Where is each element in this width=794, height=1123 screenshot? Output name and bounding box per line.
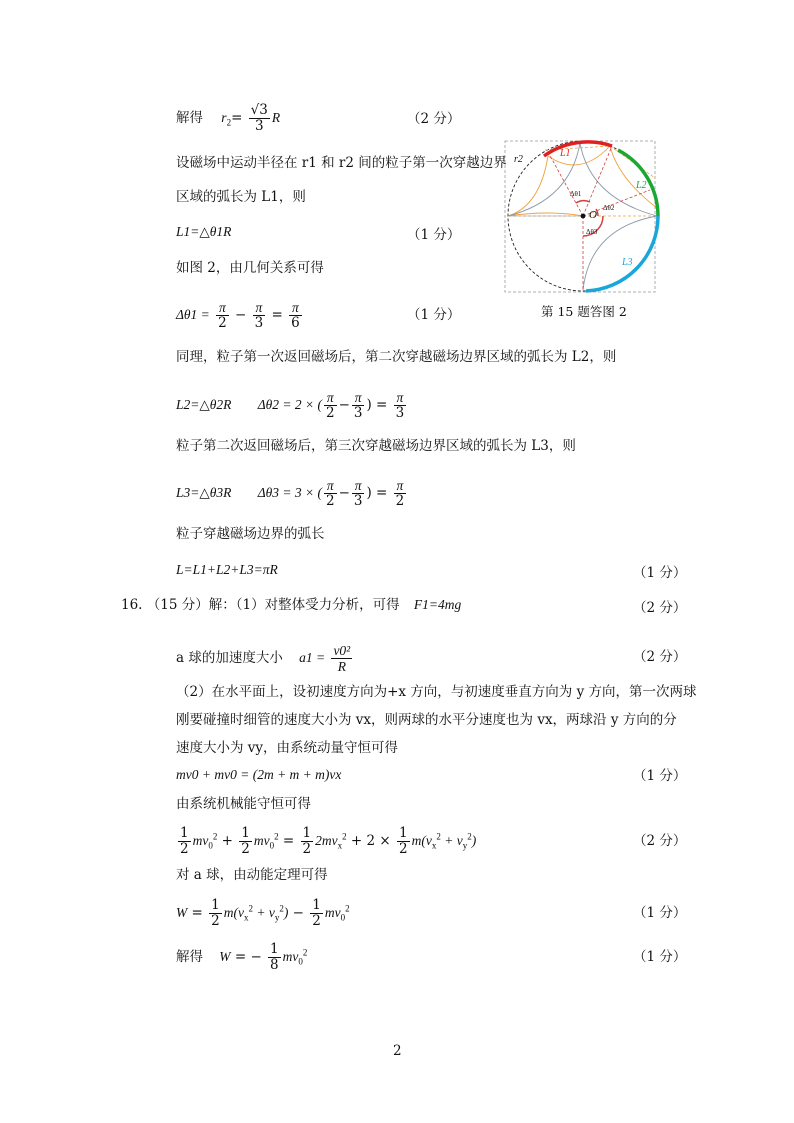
a-ball-text: 对 a 球，由动能定理可得	[176, 867, 328, 883]
equation-dtheta1	[176, 300, 304, 331]
frac-pi-3: $\frac{\pi}{3}$	[353, 478, 363, 509]
label-r2: r2	[514, 154, 523, 165]
label-dtheta1: Δθ1	[570, 190, 582, 198]
equation-L-total: L=L1+L2+L3=πR	[176, 562, 278, 577]
para2-line1: （2）在水平面上，设初速度方向为+x 方向，与初速度垂直方向为 y 方向，第一次两球	[176, 684, 697, 700]
frac-pi-2: $\frac{\pi}{2}$	[218, 300, 227, 331]
frac-pi-3-result: $\frac{\pi}{3}$	[395, 390, 405, 421]
frac-half: $\frac{1}{2}$	[241, 825, 250, 857]
radius-R: R	[271, 110, 281, 125]
points-r2: （2 分）	[407, 111, 461, 127]
figure-caption: 第 15 题答图 2	[541, 304, 627, 319]
radius-1	[548, 152, 583, 216]
momentum-equation: mv0 + mv0 = (2m + m + m)vx	[176, 767, 342, 782]
minus: −	[338, 485, 350, 501]
frac-pi-2: $\frac{\pi}{2}$	[325, 478, 335, 509]
text-line-1: 设磁场中运动半径在 r1 和 r2 间的粒子第一次穿越边界	[176, 155, 507, 171]
frac-v0sq-R: $\frac{\text{v0²}}{R}$	[333, 643, 351, 674]
points-energy: （2 分）	[633, 833, 687, 849]
minus: −	[234, 307, 247, 323]
accel-line	[176, 643, 354, 674]
points-dtheta1: （1 分）	[407, 307, 461, 323]
frac-half: $\frac{1}{2}$	[312, 897, 321, 929]
frac-half: $\frac{1}{2}$	[180, 825, 189, 857]
r2-symbol: $r_2$	[221, 110, 232, 128]
frac-pi-2: $\frac{\pi}{2}$	[325, 390, 335, 421]
para2-line2: 刚要碰撞时细管的速度大小为 vx，则两球的水平分速度也为 vx，两球沿 y 方向的分	[176, 712, 677, 728]
r2-fraction: $\frac{√3}{3}$	[250, 102, 268, 134]
close-paren: ) =	[366, 485, 388, 501]
text-line-2: 区域的弧长为 L1，则	[176, 189, 306, 205]
center-point	[581, 214, 586, 219]
points-work: （1 分）	[633, 905, 687, 921]
energy-equation: $\frac{1}{2}$ $mv_0^2$ + $\frac{1}{2}$ $mv_0^2$ = $\frac{1}{2}$ $2mv_x^2 + 2$ × $\frac{1}{2}$ $m(v_x^2 + v_y^2)$	[180, 825, 477, 857]
equation-L1: L1=△θ1R	[176, 224, 232, 239]
energy-text: 由系统机械能守恒可得	[176, 796, 311, 812]
points-L1: （1 分）	[407, 227, 461, 243]
frac-pi-3: $\frac{\pi}{3}$	[353, 390, 363, 421]
label-L3: L3	[622, 257, 633, 268]
label-L1: L1	[560, 148, 571, 159]
frac-half: $\frac{1}{2}$	[398, 825, 408, 857]
close-paren: ) =	[366, 397, 388, 413]
frac-one-eighth: $\frac{1}{8}$	[270, 941, 279, 973]
dtheta3-lhs: Δθ3 = 3 × (	[257, 485, 322, 500]
dtheta2-lhs: Δθ2 = 2 × (	[257, 397, 322, 412]
points-L-total: （1 分）	[633, 565, 687, 581]
equals: =	[271, 307, 283, 323]
text-line-3: 如图 2，由几何关系可得	[176, 260, 324, 276]
figure-15-2	[500, 138, 660, 298]
text-line-5: 粒子第二次返回磁场后，第三次穿越磁场边界区域的弧长为 L3，则	[176, 438, 576, 454]
label-dtheta3: Δθ3	[586, 228, 598, 236]
equation-L2	[176, 390, 408, 421]
accel-text: a 球的加速度大小	[176, 650, 283, 666]
dtheta1-lhs: Δθ1 =	[176, 307, 210, 322]
figure-svg	[500, 138, 660, 298]
frac-pi-6: $\frac{\pi}{6}$	[291, 300, 300, 331]
angle-mark-1	[576, 201, 590, 203]
minus: −	[338, 397, 350, 413]
bounding-box	[505, 141, 655, 292]
q16-heading	[121, 596, 461, 614]
text-line-6: 粒子穿越磁场边界的弧长	[176, 526, 325, 542]
equation-L3	[176, 478, 408, 509]
para2-line3: 速度大小为 vy，由系统动量守恒可得	[176, 740, 399, 756]
frac-half: $\frac{1}{2}$	[211, 897, 220, 929]
points-accel: （2 分）	[633, 649, 687, 665]
points-F1: （2 分）	[633, 600, 687, 616]
L3-expression: L3=△θ3R	[176, 485, 232, 500]
frac-pi-2-result: $\frac{\pi}{2}$	[395, 478, 405, 509]
frac-pi-3: $\frac{\pi}{3}$	[254, 300, 264, 331]
solve-label: 解得	[176, 110, 203, 126]
final-answer: 解得 W = − $\frac{1}{8}$ $mv_0^2$	[176, 941, 308, 973]
solve-label-2: 解得	[176, 949, 203, 965]
orange-arc-4	[508, 213, 583, 216]
r2-solution	[176, 103, 280, 134]
equals: =	[231, 110, 243, 126]
page-number: 2	[393, 1043, 402, 1059]
q16-text: 16. （15 分）解：（1）对整体受力分析，可得	[121, 597, 400, 613]
points-final: （1 分）	[633, 949, 687, 965]
work-equation: W = $\frac{1}{2}$ $m(v_x^2 + v_y^2)$ − $\frac{1}{2}$ $mv_0^2$	[176, 897, 350, 929]
frac-half: $\frac{1}{2}$	[302, 825, 312, 857]
label-O: O	[589, 209, 597, 221]
label-L2: L2	[636, 180, 647, 191]
points-momentum: （1 分）	[633, 768, 687, 784]
F1-expression: F1=4mg	[413, 597, 462, 612]
text-line-4: 同理，粒子第一次返回磁场后，第二次穿越磁场边界区域的弧长为 L2，则	[176, 349, 617, 365]
L2-expression: L2=△θ2R	[176, 397, 232, 412]
a1-lhs: a1 =	[299, 650, 326, 665]
label-dtheta2: Δθ2	[603, 204, 615, 212]
